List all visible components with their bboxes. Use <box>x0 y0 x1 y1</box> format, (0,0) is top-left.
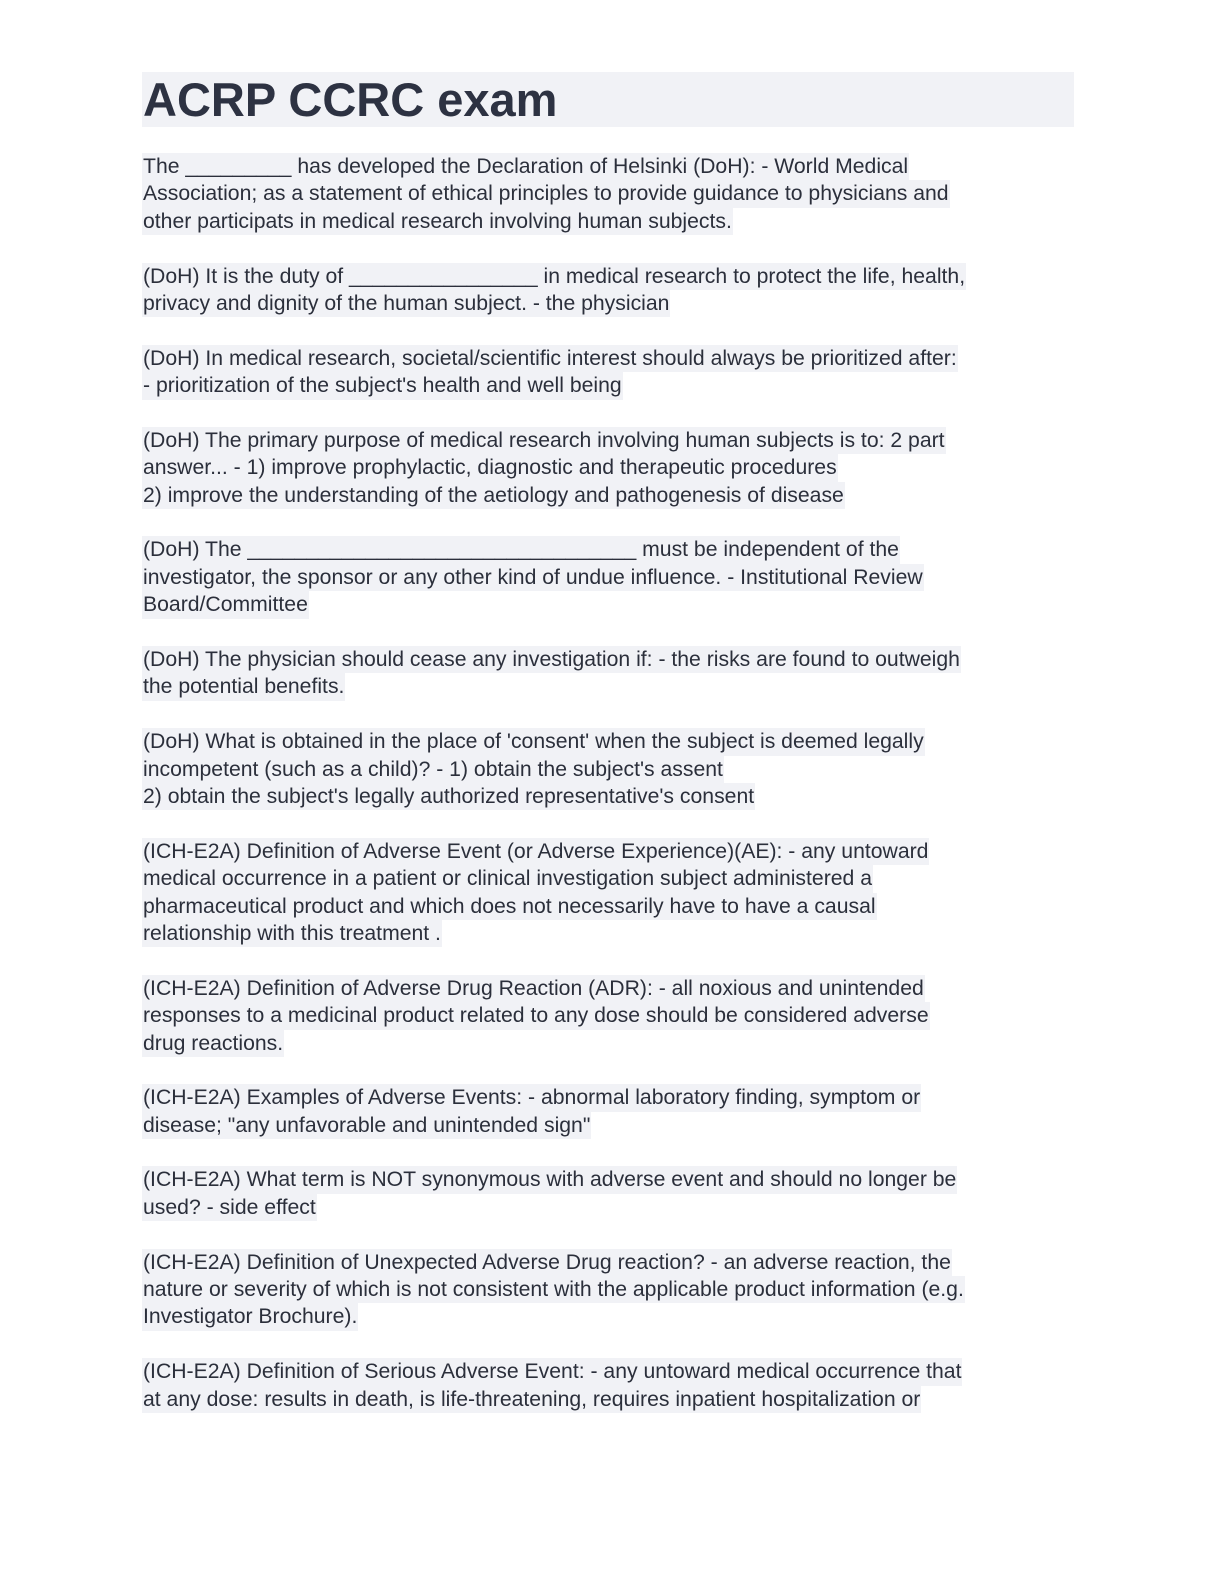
qa-line: (DoH) In medical research, societal/scientific interest should always be prioritized after: <box>142 345 958 372</box>
title-band <box>142 72 1074 127</box>
qa-item <box>142 838 1074 948</box>
qa-line-row <box>142 1276 1074 1303</box>
qa-item <box>142 153 1074 235</box>
qa-item <box>142 1166 1074 1221</box>
qa-line-row <box>142 783 1074 810</box>
qa-line: (DoH) The primary purpose of medical research involving human subjects is to: 2 part <box>142 427 946 454</box>
qa-line: (ICH-E2A) Definition of Unexpected Adverse Drug reaction? - an adverse reaction, the <box>142 1249 952 1276</box>
qa-line: 2) obtain the subject's legally authorized representative's consent <box>142 783 755 810</box>
qa-line-row <box>142 1166 1074 1193</box>
qa-line-row <box>142 1303 1074 1330</box>
qa-item <box>142 646 1074 701</box>
qa-line-row <box>142 591 1074 618</box>
qa-line-row <box>142 1084 1074 1111</box>
qa-line: (ICH-E2A) Definition of Adverse Event (or Adverse Experience)(AE): - any untoward <box>142 838 929 865</box>
qa-line-row <box>142 290 1074 317</box>
qa-line: (DoH) It is the duty of ________________ in medical research to protect the life, health, <box>142 263 966 290</box>
qa-line: drug reactions. <box>142 1030 284 1057</box>
qa-line-row <box>142 536 1074 563</box>
qa-line-row <box>142 975 1074 1002</box>
qa-line: the potential benefits. <box>142 673 345 700</box>
qa-line: pharmaceutical product and which does not necessarily have to have a causal <box>142 893 877 920</box>
qa-line-row <box>142 208 1074 235</box>
qa-line-row <box>142 372 1074 399</box>
qa-line-row <box>142 1194 1074 1221</box>
qa-line-row <box>142 728 1074 755</box>
qa-line: Investigator Brochure). <box>142 1303 358 1330</box>
qa-line: medical occurrence in a patient or clinical investigation subject administered a <box>142 865 873 892</box>
qa-line-row <box>142 1249 1074 1276</box>
qa-line-row <box>142 1002 1074 1029</box>
qa-line: answer... - 1) improve prophylactic, diagnostic and therapeutic procedures <box>142 454 838 481</box>
qa-line: responses to a medicinal product related to any dose should be considered adverse <box>142 1002 930 1029</box>
qa-item <box>142 263 1074 318</box>
qa-line: 2) improve the understanding of the aetiology and pathogenesis of disease <box>142 482 845 509</box>
qa-line: disease; "any unfavorable and unintended sign" <box>142 1112 591 1139</box>
qa-line: incompetent (such as a child)? - 1) obtain the subject's assent <box>142 756 724 783</box>
qa-line-row <box>142 646 1074 673</box>
qa-line: privacy and dignity of the human subject. - the physician <box>142 290 670 317</box>
qa-line-row <box>142 893 1074 920</box>
qa-line-row <box>142 1030 1074 1057</box>
document-page <box>142 72 1074 1440</box>
qa-line-row <box>142 1358 1074 1385</box>
qa-line-row <box>142 673 1074 700</box>
qa-line: (ICH-E2A) What term is NOT synonymous with adverse event and should no longer be <box>142 1166 957 1193</box>
qa-line: Board/Committee <box>142 591 309 618</box>
qa-line: nature or severity of which is not consistent with the applicable product information (e.g. <box>142 1276 965 1303</box>
qa-line-row <box>142 1386 1074 1413</box>
qa-line-row <box>142 153 1074 180</box>
qa-line: used? - side effect <box>142 1194 317 1221</box>
document-title: ACRP CCRC exam <box>143 73 558 126</box>
qa-line: (ICH-E2A) Examples of Adverse Events: - abnormal laboratory finding, symptom or <box>142 1084 921 1111</box>
qa-item <box>142 728 1074 810</box>
qa-line-row <box>142 454 1074 481</box>
qa-line: (DoH) What is obtained in the place of 'consent' when the subject is deemed legally <box>142 728 925 755</box>
qa-line: relationship with this treatment . <box>142 920 442 947</box>
qa-line-row <box>142 180 1074 207</box>
qa-line-row <box>142 865 1074 892</box>
qa-line-row <box>142 920 1074 947</box>
qa-line: - prioritization of the subject's health and well being <box>142 372 623 399</box>
qa-item <box>142 345 1074 400</box>
qa-item <box>142 536 1074 618</box>
qa-line: investigator, the sponsor or any other kind of undue influence. - Institutional Review <box>142 564 924 591</box>
qa-line-row <box>142 756 1074 783</box>
qa-list <box>142 153 1074 1413</box>
qa-item <box>142 427 1074 509</box>
qa-line-row <box>142 838 1074 865</box>
qa-line: other participats in medical research involving human subjects. <box>142 208 733 235</box>
qa-line: The _________ has developed the Declaration of Helsinki (DoH): - World Medical <box>142 153 909 180</box>
qa-line: (ICH-E2A) Definition of Adverse Drug Reaction (ADR): - all noxious and unintended <box>142 975 925 1002</box>
qa-item <box>142 975 1074 1057</box>
qa-line: Association; as a statement of ethical principles to provide guidance to physicians and <box>142 180 950 207</box>
qa-line-row <box>142 345 1074 372</box>
qa-line: (DoH) The physician should cease any investigation if: - the risks are found to outweigh <box>142 646 961 673</box>
qa-line: at any dose: results in death, is life-threatening, requires inpatient hospitalization or <box>142 1386 921 1413</box>
qa-item <box>142 1084 1074 1139</box>
qa-line-row <box>142 1112 1074 1139</box>
qa-item <box>142 1358 1074 1413</box>
qa-line: (DoH) The _________________________________ must be independent of the <box>142 536 900 563</box>
qa-line-row <box>142 482 1074 509</box>
qa-line-row <box>142 564 1074 591</box>
qa-item <box>142 1249 1074 1331</box>
qa-line-row <box>142 427 1074 454</box>
qa-line: (ICH-E2A) Definition of Serious Adverse Event: - any untoward medical occurrence that <box>142 1358 962 1385</box>
qa-line-row <box>142 263 1074 290</box>
